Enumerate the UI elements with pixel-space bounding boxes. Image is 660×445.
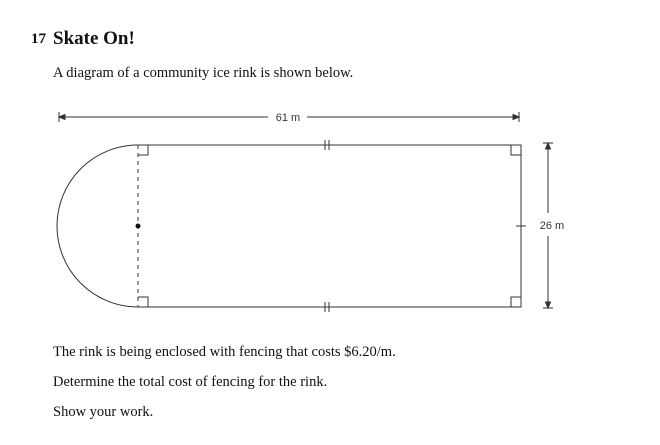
semicircle-center-point [136, 224, 141, 229]
length-arrow-right [513, 115, 519, 120]
fencing-cost-text: The rink is being enclosed with fencing that costs $6.20/m. [53, 344, 396, 360]
intro-text: A diagram of a community ice rink is shown below. [53, 65, 354, 81]
right-angle-top-right [511, 145, 521, 155]
question-number: 17 [31, 31, 46, 47]
rink-outline [57, 145, 521, 307]
right-angle-bottom-left [138, 297, 148, 307]
show-work-text: Show your work. [53, 404, 154, 420]
width-arrow-bottom [546, 302, 551, 308]
width-label: 26 m [539, 220, 565, 232]
width-arrow-top [546, 143, 551, 149]
length-arrow-left [59, 115, 65, 120]
question-title: Skate On! [53, 28, 135, 49]
right-angle-bottom-right [511, 297, 521, 307]
determine-cost-text: Determine the total cost of fencing for the rink. [53, 374, 328, 390]
length-label: 61 m [275, 112, 301, 124]
right-angle-top-left [138, 145, 148, 155]
